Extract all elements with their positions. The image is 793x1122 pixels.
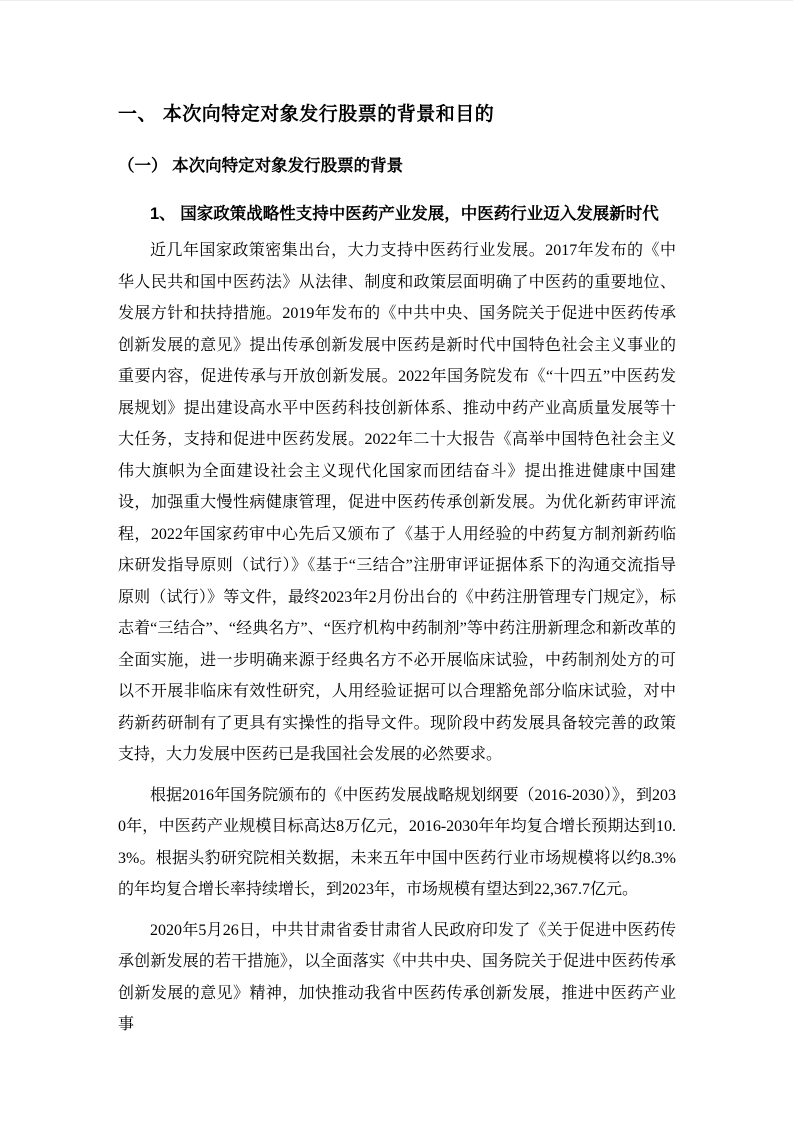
paragraph-gansu-provincial-measures: 2020年5月26日，中共甘肃省委甘肃省人民政府印发了《关于促进中医药传承创新发展的若干措施》，以全面落实《中共中央、国务院关于促进中医药传承创新发展的意见》精神，加快推动我省中医药传承创新发展，推进中医药产业事 [118,921,676,1033]
paragraph-market-scale-forecast: 根据2016年国务院颁布的《中医药发展战略规划纲要（2016-2030）》，到2030年，中医药产业规模目标高达8万亿元，2016-2030年年均复合增长预期达到10.3%。根据头豹研究院相关数据，未来五年中国中医药行业市场规模将以约8.3%的年均复合增长率持续增长，到2023年，市场规模有望达到22,367.7亿元。 [118,786,676,898]
paragraph-national-policy-support: 近几年国家政策密集出台，大力支持中医药行业发展。2017年发布的《中华人民共和国中医药法》从法律、制度和政策层面明确了中医药的重要地位、发展方针和扶持措施。2019年发布的《中共中央、国务院关于促进中医药传承创新发展的意见》提出传承创新发展中医药是新时代中国特色社会主义事业的重要内容，促进传承与开放创新发展。2022年国务院发布《“十四五”中医药发展规划》提出建设高水平中医药科技创新体系、推动中药产业高质量发展等十大任务，支持和促进中医药发展。2022年二十大报告《高举中国特色社会主义伟大旗帜为全面建设社会主义现代化国家而团结奋斗》提出推进健康中国建设，加强重大慢性病健康管理，促进中医药传承创新发展。为优化新药审评流程，2022年国家药审中心先后又颁布了《基于人用经验的中药复方制剂新药临床研发指导原则（试行）》《基于“三结合”注册审评证据体系下的沟通交流指导原则（试行）》等文件，最终2023年2月份出台的《中药注册管理专门规定》，标志着“三结合”、“经典名方”、“医疗机构中药制剂”等中药注册新理念和新改革的全面实施，进一步明确来源于经典名方不必开展临床试验，中药制剂处方的可以不开展非临床有效性研究，人用经验证据可以合理豁免部分临床试验，对中药新药研制有了更具有实操性的指导文件。现阶段中药发展具备较完善的政策支持，大力发展中医药已是我国社会发展的必然要求。 [118,242,676,763]
subsection-heading: （一） 本次向特定对象发行股票的背景 [118,157,404,175]
section-heading: 一、 本次向特定对象发行股票的背景和目的 [118,104,495,125]
point-heading: 1、 国家政策战略性支持中医药产业发展，中医药行业迈入发展新时代 [150,205,659,223]
